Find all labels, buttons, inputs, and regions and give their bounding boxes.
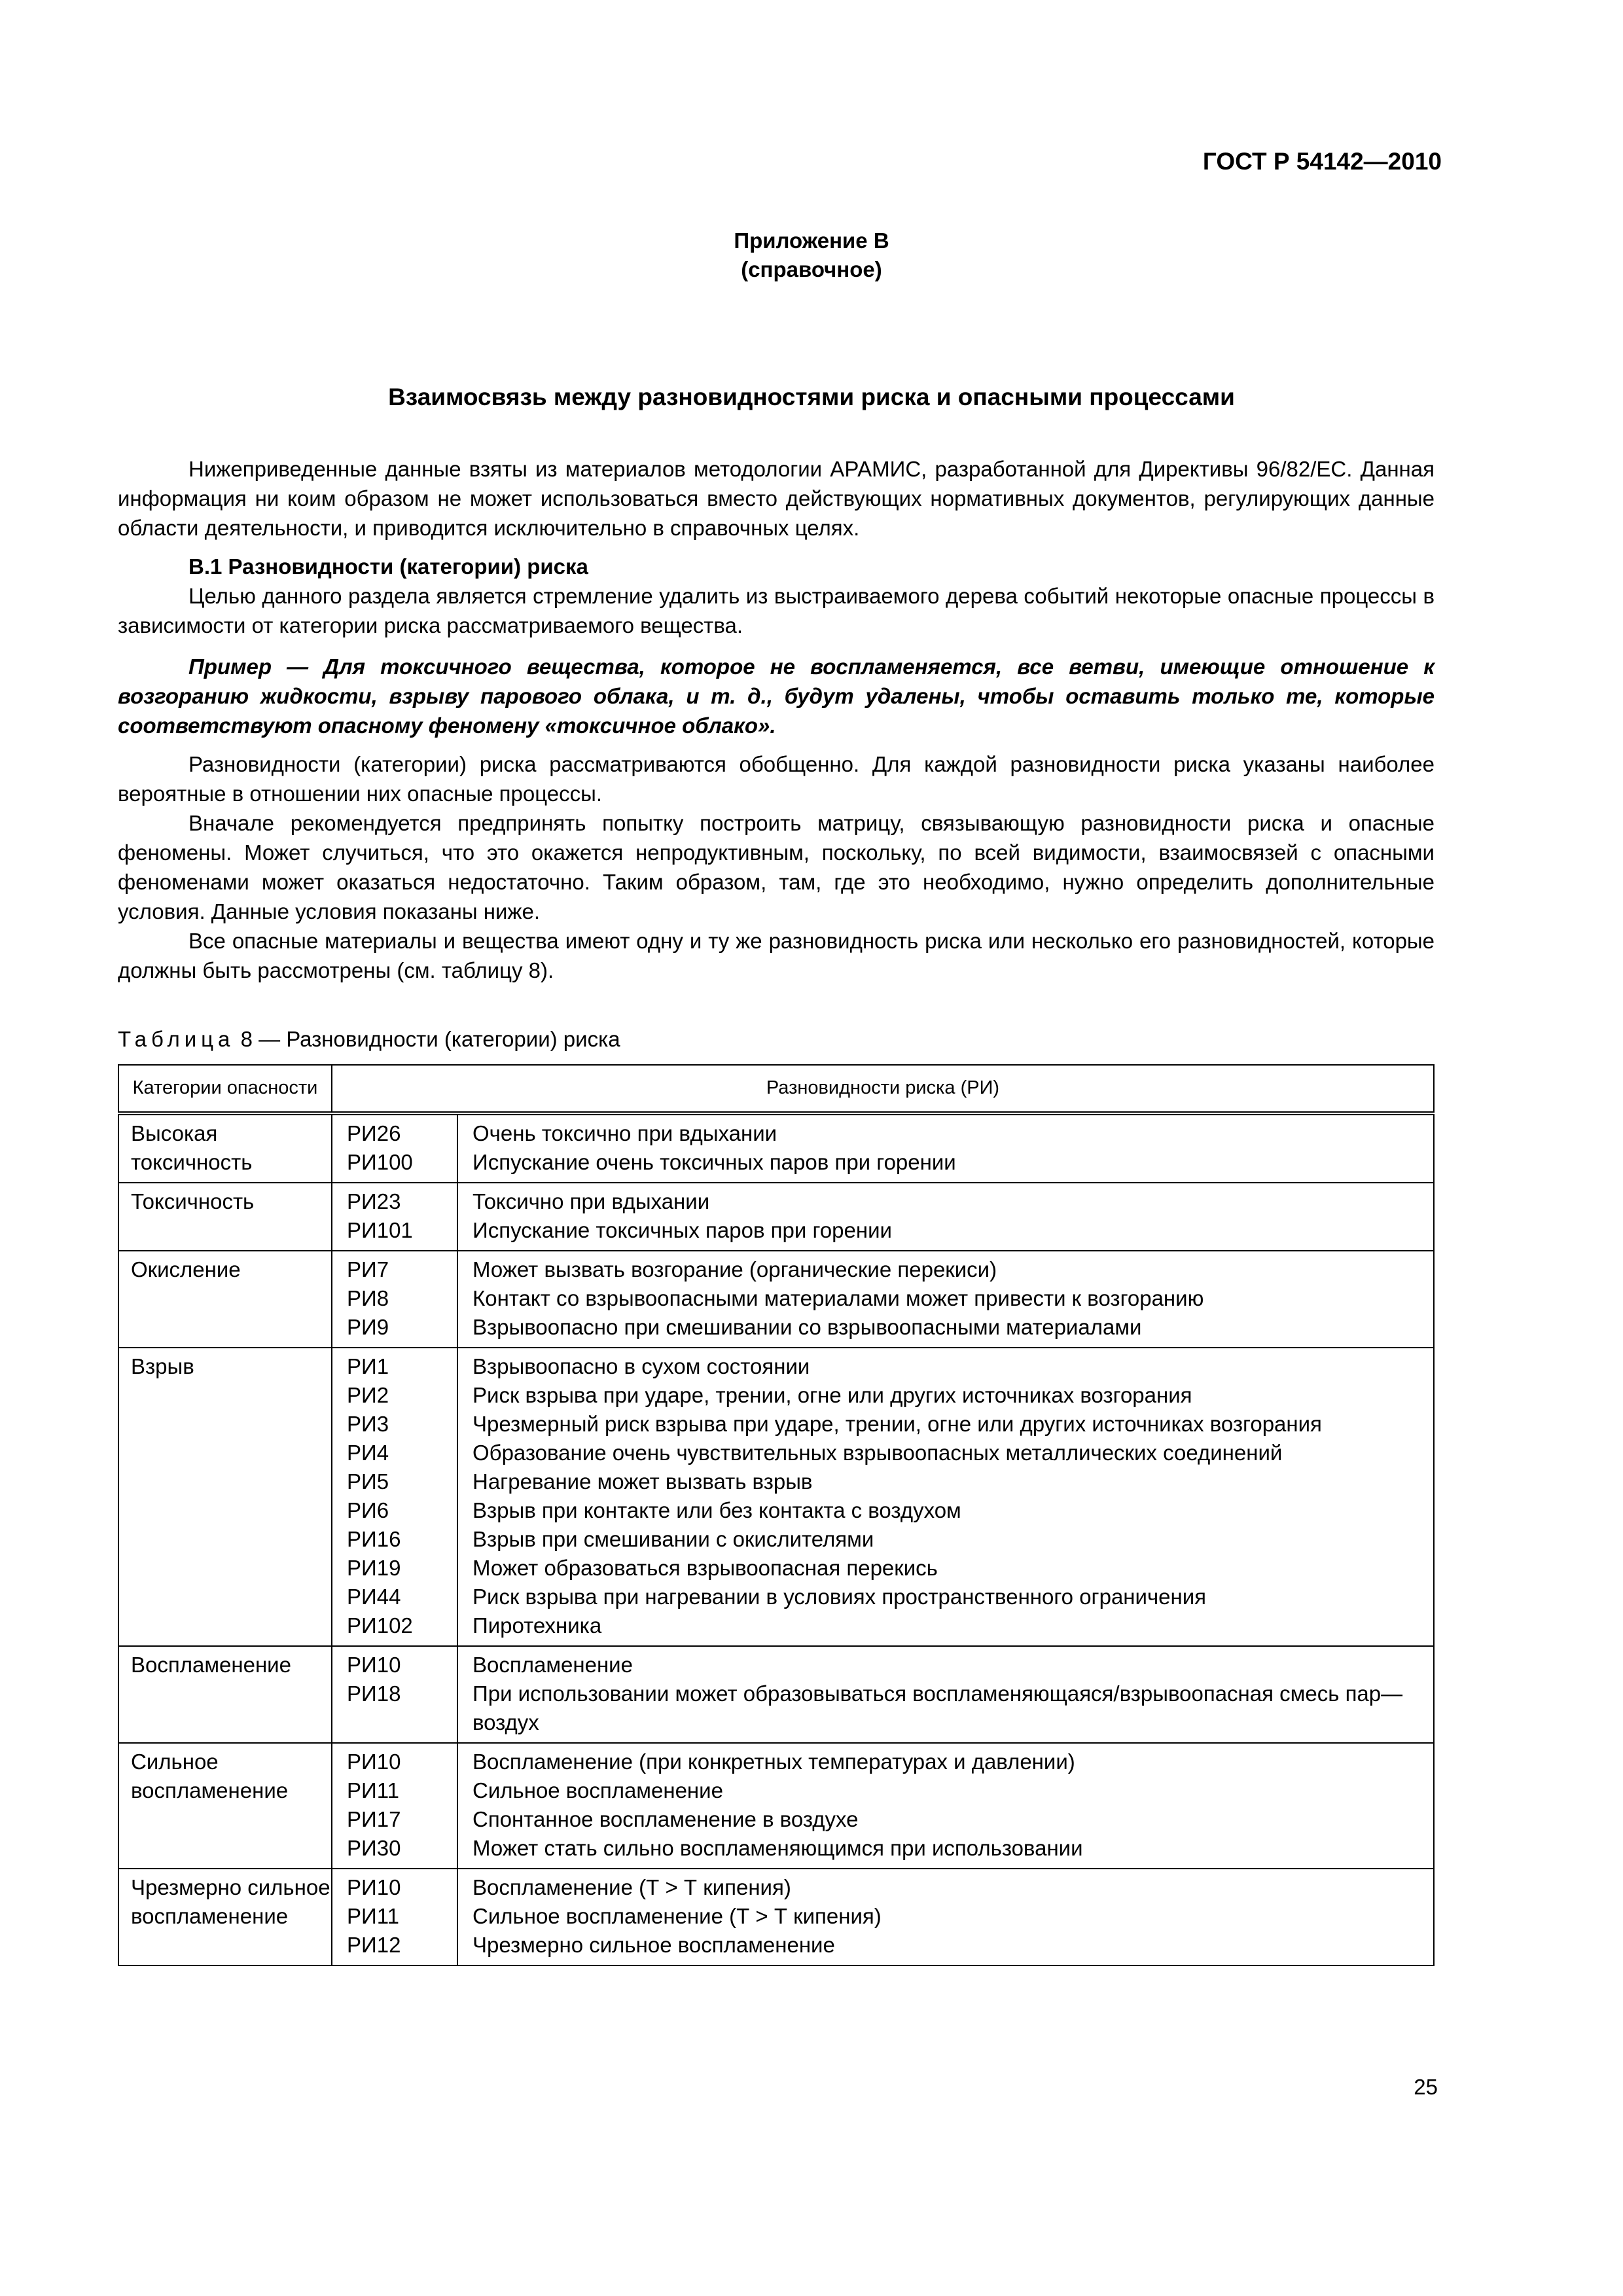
risk-description: Нагревание может вызвать взрыв	[473, 1469, 813, 1494]
appendix-label: Приложение В	[734, 228, 889, 253]
risk-code: РИ2	[347, 1383, 389, 1407]
risk-code: РИ5	[347, 1469, 389, 1494]
risk-description-cell	[457, 1113, 1434, 1183]
risk-description: Может стать сильно воспламеняющимся при использовании	[473, 1836, 1083, 1860]
risk-description: При использовании может образовываться воспламеняющаяся/взрывоопасная смесь пар—воздух	[473, 1681, 1403, 1734]
risk-code: РИ11	[347, 1904, 399, 1928]
risk-code: РИ19	[347, 1556, 401, 1580]
appendix-heading	[0, 226, 1623, 284]
risk-description: Очень токсично при вдыхании	[473, 1121, 777, 1145]
table-caption-text: 8 — Разновидности (категории) риска	[240, 1027, 620, 1051]
generalization-paragraph: Разновидности (категории) риска рассматриваются обобщенно. Для каждой разновидности риска указаны наиболее вероятные в отношении них опасные процессы.	[118, 752, 1435, 806]
risk-description-cell	[457, 1646, 1434, 1743]
table-row	[118, 1348, 1434, 1646]
risk-description: Воспламенение (Т > Т кипения)	[473, 1875, 791, 1899]
risk-description: Воспламенение (при конкретных температурах и давлении)	[473, 1749, 1075, 1774]
header-risk-types: Разновидности риска (РИ)	[332, 1065, 1434, 1113]
risk-code-cell	[332, 1646, 457, 1743]
risk-description: Чрезмерно сильное воспламенение	[473, 1933, 835, 1957]
appendix-type: (справочное)	[741, 257, 882, 281]
table-caption-label: Таблица	[118, 1027, 235, 1051]
table-row	[118, 1183, 1434, 1251]
risk-code-cell	[332, 1183, 457, 1251]
risk-code: РИ26	[347, 1121, 401, 1145]
risk-description: Испускание токсичных паров при горении	[473, 1218, 892, 1242]
risk-code: РИ6	[347, 1498, 389, 1522]
risk-description-cell	[457, 1743, 1434, 1869]
risk-description: Взрыв при смешивании с окислителями	[473, 1527, 874, 1551]
hazard-category-cell: Высокая токсичность	[118, 1113, 332, 1183]
purpose-paragraph: Целью данного раздела является стремление удалить из выстраиваемого дерева событий некоторые опасные процессы в зависимости от категории риска рассматриваемого вещества.	[118, 584, 1435, 637]
risk-description: Спонтанное воспламенение в воздухе	[473, 1807, 859, 1831]
hazard-category-cell: Окисление	[118, 1251, 332, 1348]
risk-code: РИ4	[347, 1441, 389, 1465]
hazard-category-cell: Чрезмерно сильное воспламенение	[118, 1869, 332, 1965]
hazard-category-cell: Токсичность	[118, 1183, 332, 1251]
risk-description: Испускание очень токсичных паров при горении	[473, 1150, 956, 1174]
risk-code: РИ8	[347, 1286, 389, 1310]
table-row	[118, 1646, 1434, 1743]
risk-code: РИ11	[347, 1778, 399, 1803]
risk-code: РИ12	[347, 1933, 401, 1957]
page-title: Взаимосвязь между разновидностями риска и опасными процессами	[388, 384, 1235, 410]
risk-code: РИ18	[347, 1681, 401, 1706]
risk-code: РИ100	[347, 1150, 413, 1174]
risk-code: РИ17	[347, 1807, 401, 1831]
hazard-category-cell: Сильное воспламенение	[118, 1743, 332, 1869]
risk-code: РИ30	[347, 1836, 401, 1860]
risk-code: РИ23	[347, 1189, 401, 1213]
risk-description: Контакт со взрывоопасными материалами может привести к возгоранию	[473, 1286, 1204, 1310]
risk-description: Может вызвать возгорание (органические перекиси)	[473, 1257, 997, 1282]
risk-code: РИ3	[347, 1412, 389, 1436]
risk-description: Взрыв при контакте или без контакта с воздухом	[473, 1498, 961, 1522]
risk-description: Образование очень чувствительных взрывоопасных металлических соединений	[473, 1441, 1283, 1465]
risk-description-cell	[457, 1869, 1434, 1965]
table-row	[118, 1869, 1434, 1965]
risk-description-cell	[457, 1251, 1434, 1348]
risk-code-cell	[332, 1113, 457, 1183]
risk-code: РИ7	[347, 1257, 389, 1282]
risk-description: Сильное воспламенение	[473, 1778, 723, 1803]
risk-code: РИ1	[347, 1354, 389, 1378]
risk-code-cell	[332, 1251, 457, 1348]
section-heading: В.1 Разновидности (категории) риска	[188, 554, 588, 579]
risk-code: РИ101	[347, 1218, 413, 1242]
risk-description: Токсично при вдыхании	[473, 1189, 710, 1213]
header-hazard-category: Категории опасности	[118, 1065, 332, 1113]
risk-description: Сильное воспламенение (Т > Т кипения)	[473, 1904, 882, 1928]
risk-code: РИ16	[347, 1527, 401, 1551]
matrix-paragraph: Вначале рекомендуется предпринять попытку построить матрицу, связывающую разновидности риска и опасные феномены. Может случиться, что это окажется непродуктивным, поскольку, по всей видимости, взаимосвязей с опасными феноменами может оказаться недостаточно. Таким образом, там, где это необходимо, нужно определить дополнительные условия. Данные условия показаны ниже.	[118, 811, 1435, 924]
risk-code-cell	[332, 1869, 457, 1965]
table-row	[118, 1113, 1434, 1183]
risk-description: Может образоваться взрывоопасная перекись	[473, 1556, 938, 1580]
hazard-category-cell: Воспламенение	[118, 1646, 332, 1743]
risk-code: РИ44	[347, 1585, 401, 1609]
hazard-category-cell: Взрыв	[118, 1348, 332, 1646]
risk-code-cell	[332, 1348, 457, 1646]
table-caption	[118, 1024, 1435, 1054]
risk-description: Риск взрыва при нагревании в условиях пространственного ограничения	[473, 1585, 1207, 1609]
risk-description: Риск взрыва при ударе, трении, огне или других источниках возгорания	[473, 1383, 1192, 1407]
intro-paragraph: Нижеприведенные данные взяты из материалов методологии АРАМИС, разработанной для Директивы 96/82/ЕС. Данная информация ни коим образом не может использоваться вместо действующих нормативных документов, регулирующих данные области деятельности, и приводится исключительно в справочных целях.	[118, 457, 1435, 540]
risk-description: Пиротехника	[473, 1613, 602, 1638]
risk-description: Воспламенение	[473, 1653, 633, 1677]
risk-code: РИ10	[347, 1875, 401, 1899]
risk-description-cell	[457, 1183, 1434, 1251]
standard-code: ГОСТ Р 54142—2010	[1202, 148, 1442, 175]
risk-description: Взрывоопасно при смешивании со взрывоопасными материалами	[473, 1315, 1142, 1339]
document-body	[118, 454, 1435, 1966]
risk-code: РИ9	[347, 1315, 389, 1339]
risk-description: Взрывоопасно в сухом состоянии	[473, 1354, 810, 1378]
risk-code-cell	[332, 1743, 457, 1869]
table-row	[118, 1743, 1434, 1869]
table-body	[118, 1113, 1434, 1965]
risk-description: Чрезмерный риск взрыва при ударе, трении, огне или других источниках возгорания	[473, 1412, 1322, 1436]
table-row	[118, 1251, 1434, 1348]
example-paragraph: Пример — Для токсичного вещества, которое не воспламеняется, все ветви, имеющие отношение к возгоранию жидкости, взрыву парового облака, и т. д., будут удалены, чтобы оставить только те, которые соответствуют опасному феномену «токсичное облако».	[118, 655, 1435, 738]
risk-code: РИ102	[347, 1613, 413, 1638]
materials-paragraph: Все опасные материалы и вещества имеют одну и ту же разновидность риска или несколько его разновидностей, которые должны быть рассмотрены (см. таблицу 8).	[118, 929, 1435, 982]
risk-code: РИ10	[347, 1653, 401, 1677]
risk-categories-table	[118, 1064, 1435, 1966]
risk-description-cell	[457, 1348, 1434, 1646]
table-header-row	[118, 1065, 1434, 1113]
risk-code: РИ10	[347, 1749, 401, 1774]
page-number: 25	[1414, 2075, 1438, 2099]
